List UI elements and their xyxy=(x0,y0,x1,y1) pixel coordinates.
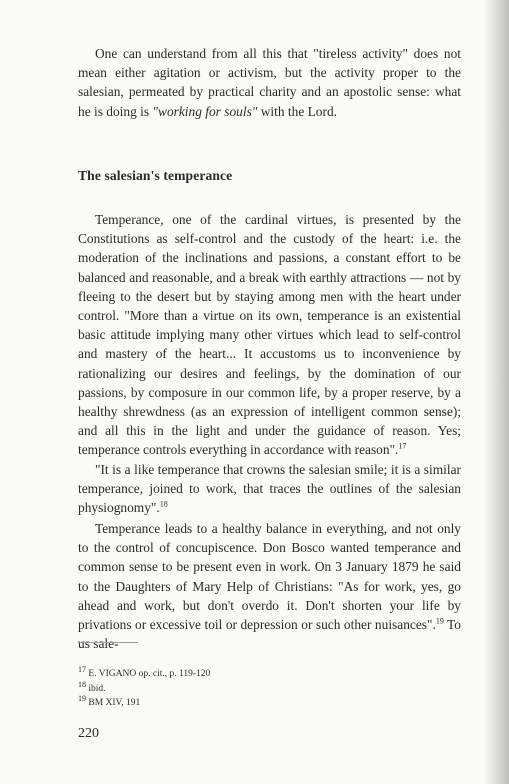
text-run: Temperance, one of the cardinal virtues, is presented by the Constitutions as self-control and the custody of the heart: i.e. the moderation of the inclinations and passions, a constant effort to be balanced and reasonable, and a break with earthly attractions — not by fleeing to the desert but by staying among men with the heart under control. "More than a virtue on its own, temperance is an existential basic attitude implying many other virtues which lead to self-control and mastery of the heart... It accustoms us to inconvenience by rationalizing our desires and feelings, by the domination of our passions, by composure in our common life, by a proper reserve, by a healthy shrewdness (as an expression of intelligent common sense); and all this in the light and under the guidance of reason. Yes; temperance controls everything in accordance with reason". xyxy=(78,212,461,458)
text-run: One can understand from all this that xyxy=(95,46,314,61)
text-run: To us sale- xyxy=(78,617,462,652)
paragraph-temperance-definition xyxy=(78,210,461,460)
footnote-divider xyxy=(78,642,138,643)
footnote-ref-19: 19 xyxy=(435,616,444,626)
footnote-19 xyxy=(78,693,378,711)
footnote-18 xyxy=(78,679,378,697)
footnote-number: 17 xyxy=(78,664,86,674)
paragraph-healthy-balance xyxy=(78,519,461,653)
footnotes-list xyxy=(78,664,378,711)
footnote-number: 19 xyxy=(78,693,86,703)
footnote-17 xyxy=(78,664,378,682)
footnote-text: E. VIGANO op. cit., p. 119-120 xyxy=(86,669,211,679)
paragraph-salesian-smile xyxy=(78,460,461,518)
section-heading: The salesian's temperance xyxy=(78,168,233,183)
footnote-ref-17: 17 xyxy=(398,441,407,451)
text-run: with the Lord. xyxy=(257,103,337,119)
paragraph-tireless-activity xyxy=(78,44,461,121)
footnote-text: ibid. xyxy=(86,683,106,694)
footnote-number: 18 xyxy=(78,679,86,689)
page-edge-shadow xyxy=(483,0,509,784)
emphasis-working-for-souls: "working for souls" xyxy=(152,103,258,119)
page-number: 220 xyxy=(78,726,99,741)
text-run: Temperance leads to a healthy balance in everything, and not only to the control of concupiscence. Don Bosco wanted temperance and common sense to be present even in work. On 3 January 1879 he said to the Daughters of Mary Help of Christians: "As for work, yes, go ahead and work, but don't overdo it. Don't shorten your life by privations or excessive toil or depression or such other nuisances". xyxy=(78,521,461,633)
footnote-ref-18: 18 xyxy=(159,499,168,509)
footnote-text: BM XIV, 191 xyxy=(86,698,141,708)
text-run: does not mean either agitation or activism, but the activity proper to the salesian, permeated by practical charity and an apostolic sense: what he is doing is xyxy=(78,46,461,119)
text-run: "tireless activity" xyxy=(313,46,408,61)
text-run: "It is a like temperance that crowns the salesian smile; it is a similar temperance, joined to work, that traces the outlines of the salesian physiognomy". xyxy=(78,462,461,516)
